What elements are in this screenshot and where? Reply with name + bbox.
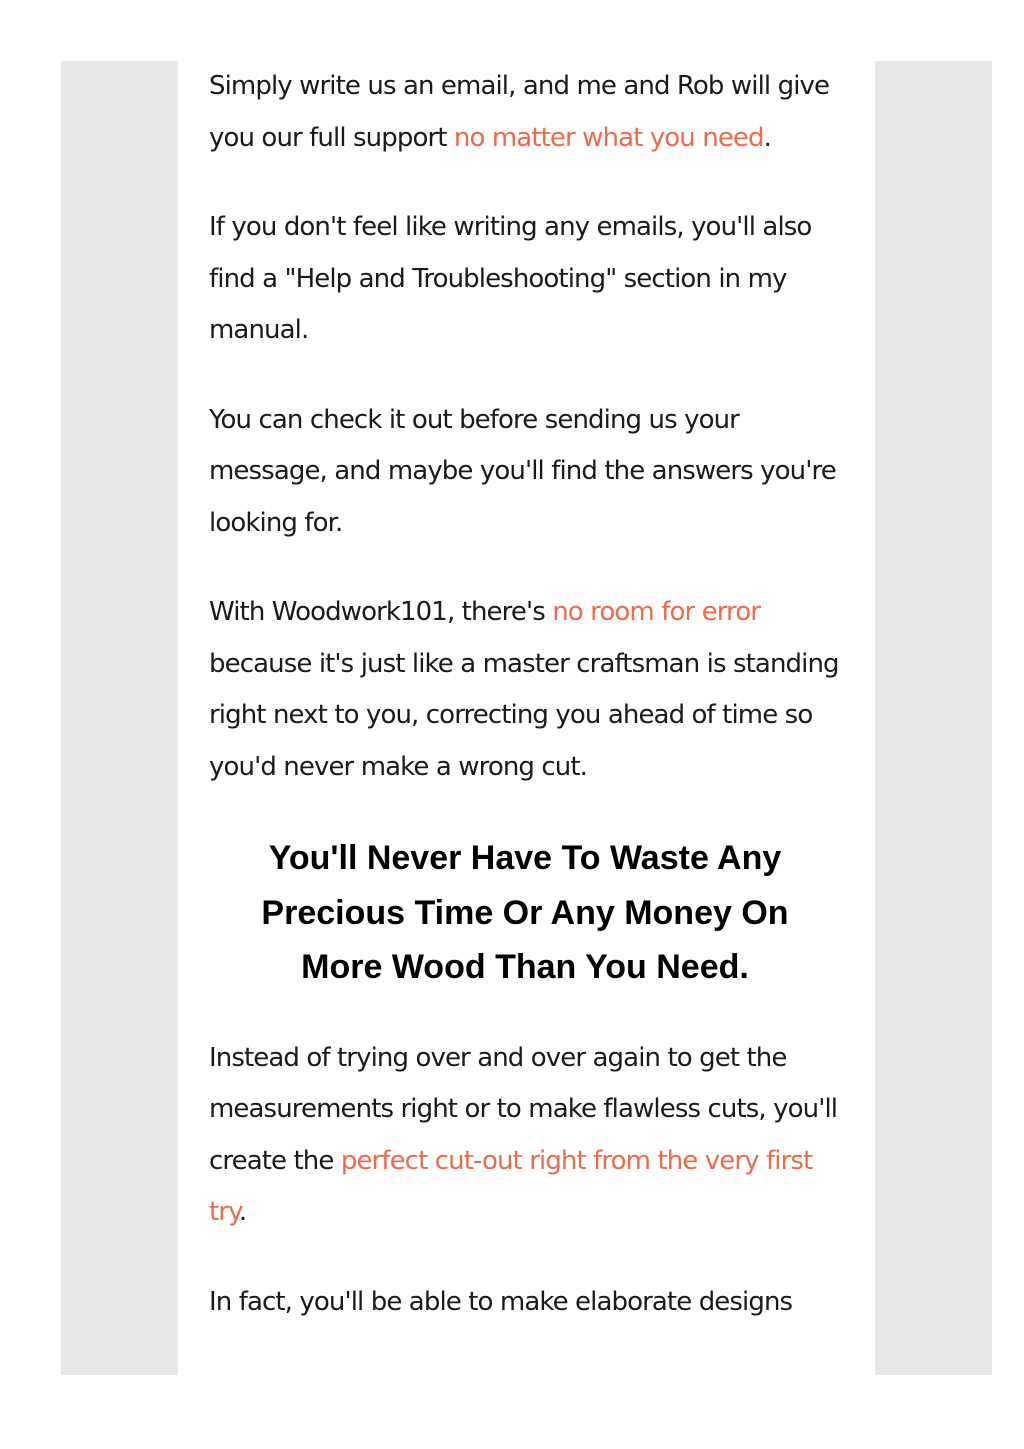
paragraph-perfect-cut-text: Instead of trying over and over again to get the measurements right or to make flawless cuts, you'll create the bbox=[209, 1042, 838, 1176]
highlight-no-matter-what-you-need: no matter what you need bbox=[453, 122, 764, 153]
paragraph-troubleshooting: If you don't feel like writing any emails, you'll also find a "Help and Troubleshooting" section in my manual. bbox=[209, 212, 812, 345]
paragraph-support-end: . bbox=[763, 122, 771, 153]
highlight-no-room-for-error: no room for error bbox=[552, 597, 761, 627]
paragraph-perfect-cut bbox=[209, 1033, 849, 1239]
paragraph-perfect-cut-end: . bbox=[238, 1197, 247, 1227]
content-column bbox=[178, 61, 875, 1375]
paragraph-check-it-out: You can check it out before sending us your message, and maybe you'll find the answers you're looking for. bbox=[209, 404, 836, 538]
heading-line-3: More Wood Than You Need. bbox=[301, 948, 749, 986]
paragraph-support bbox=[209, 61, 849, 164]
paragraph-support-text: Simply write us an email, and me and Rob will give you our full support bbox=[209, 71, 830, 153]
article-body bbox=[209, 61, 849, 1366]
paragraph-no-room-for-error bbox=[209, 587, 849, 793]
highlight-perfect-cut-out: perfect cut-out right from the very first try bbox=[209, 1145, 813, 1227]
paragraph-elaborate-designs: In fact, you'll be able to make elaborate designs bbox=[209, 1286, 793, 1317]
paragraph-no-room-text-end: because it's just like a master craftsman is standing right next to you, correcting you ahead of time so you'd never make a wrong cut. bbox=[209, 648, 839, 782]
section-heading bbox=[209, 831, 849, 995]
heading-line-1: You'll Never Have To Waste Any bbox=[268, 839, 782, 877]
heading-line-2: Precious Time Or Any Money On bbox=[261, 893, 789, 932]
paragraph-no-room-text-start: With Woodwork101, there's bbox=[209, 597, 553, 627]
